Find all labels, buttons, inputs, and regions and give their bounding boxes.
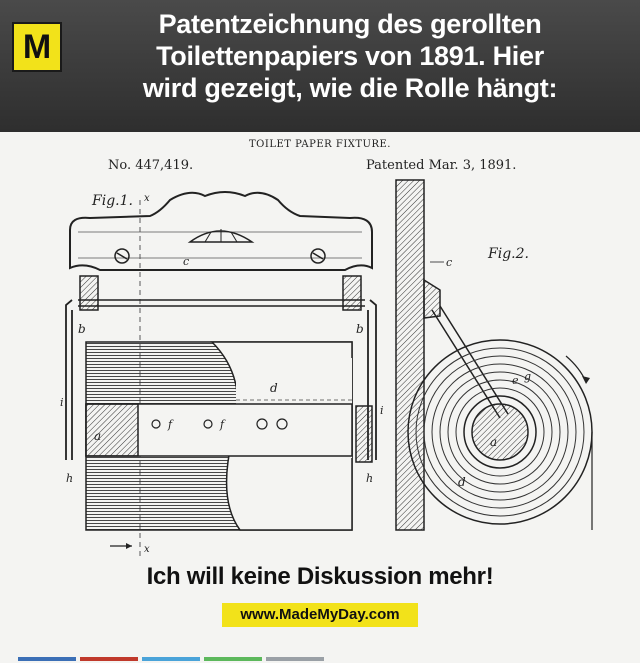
letter-a-fig2: a xyxy=(490,435,498,449)
share-whatsapp-button[interactable] xyxy=(204,657,262,661)
logo-letter: M xyxy=(22,28,52,66)
roll-side-view xyxy=(408,340,592,524)
headline: Patentzeichnung des gerollten Toilettenpapiers von 1891. Hier wird gezeigt, wie die Rolle hängt: xyxy=(142,9,558,103)
letter-c-fig1: c xyxy=(183,255,190,268)
letter-d-fig1: d xyxy=(270,381,278,395)
core-end-right xyxy=(356,406,372,462)
letter-x-bottom: x xyxy=(144,544,150,555)
patent-title: TOILET PAPER FIXTURE. xyxy=(249,139,391,150)
fig1-label: Fig.1. xyxy=(92,193,133,209)
letter-e-fig2: e xyxy=(512,374,519,387)
letter-d-fig2: d xyxy=(458,475,466,489)
fig2-bracket xyxy=(424,280,440,318)
top-bar xyxy=(78,300,365,306)
share-more-button[interactable] xyxy=(266,657,324,661)
letter-c-fig2: c xyxy=(446,256,453,269)
letter-i-right: i xyxy=(380,404,384,417)
bracket-trim xyxy=(78,232,362,258)
letter-x-top: x xyxy=(144,193,150,204)
rotation-arrow-icon xyxy=(566,356,586,382)
share-pinterest-button[interactable] xyxy=(80,657,138,661)
share-twitter-button[interactable] xyxy=(142,657,200,661)
fig2-label: Fig.2. xyxy=(488,246,529,262)
patent-date: Patented Mar. 3, 1891. xyxy=(366,158,517,173)
patent-number: No. 447,419. xyxy=(108,158,194,173)
letter-b-right: b xyxy=(356,322,364,336)
share-facebook-button[interactable] xyxy=(18,657,76,661)
share-bar xyxy=(0,657,640,663)
letter-g-fig2: g xyxy=(524,370,532,383)
source-url: www.MadeMyDay.com xyxy=(222,603,418,627)
letter-a-fig1: a xyxy=(94,429,102,443)
letter-h-left: h xyxy=(66,472,74,485)
hinge-right xyxy=(343,276,361,310)
letter-f-1: f xyxy=(168,418,173,431)
letter-i-left: i xyxy=(60,396,64,409)
letter-b-left: b xyxy=(78,322,86,336)
frame-arm-left xyxy=(66,300,72,460)
meme-caption: Ich will keine Diskussion mehr! xyxy=(146,563,494,590)
hinge-left xyxy=(80,276,98,310)
letter-f-2: f xyxy=(220,418,225,431)
letter-h-right: h xyxy=(366,472,374,485)
